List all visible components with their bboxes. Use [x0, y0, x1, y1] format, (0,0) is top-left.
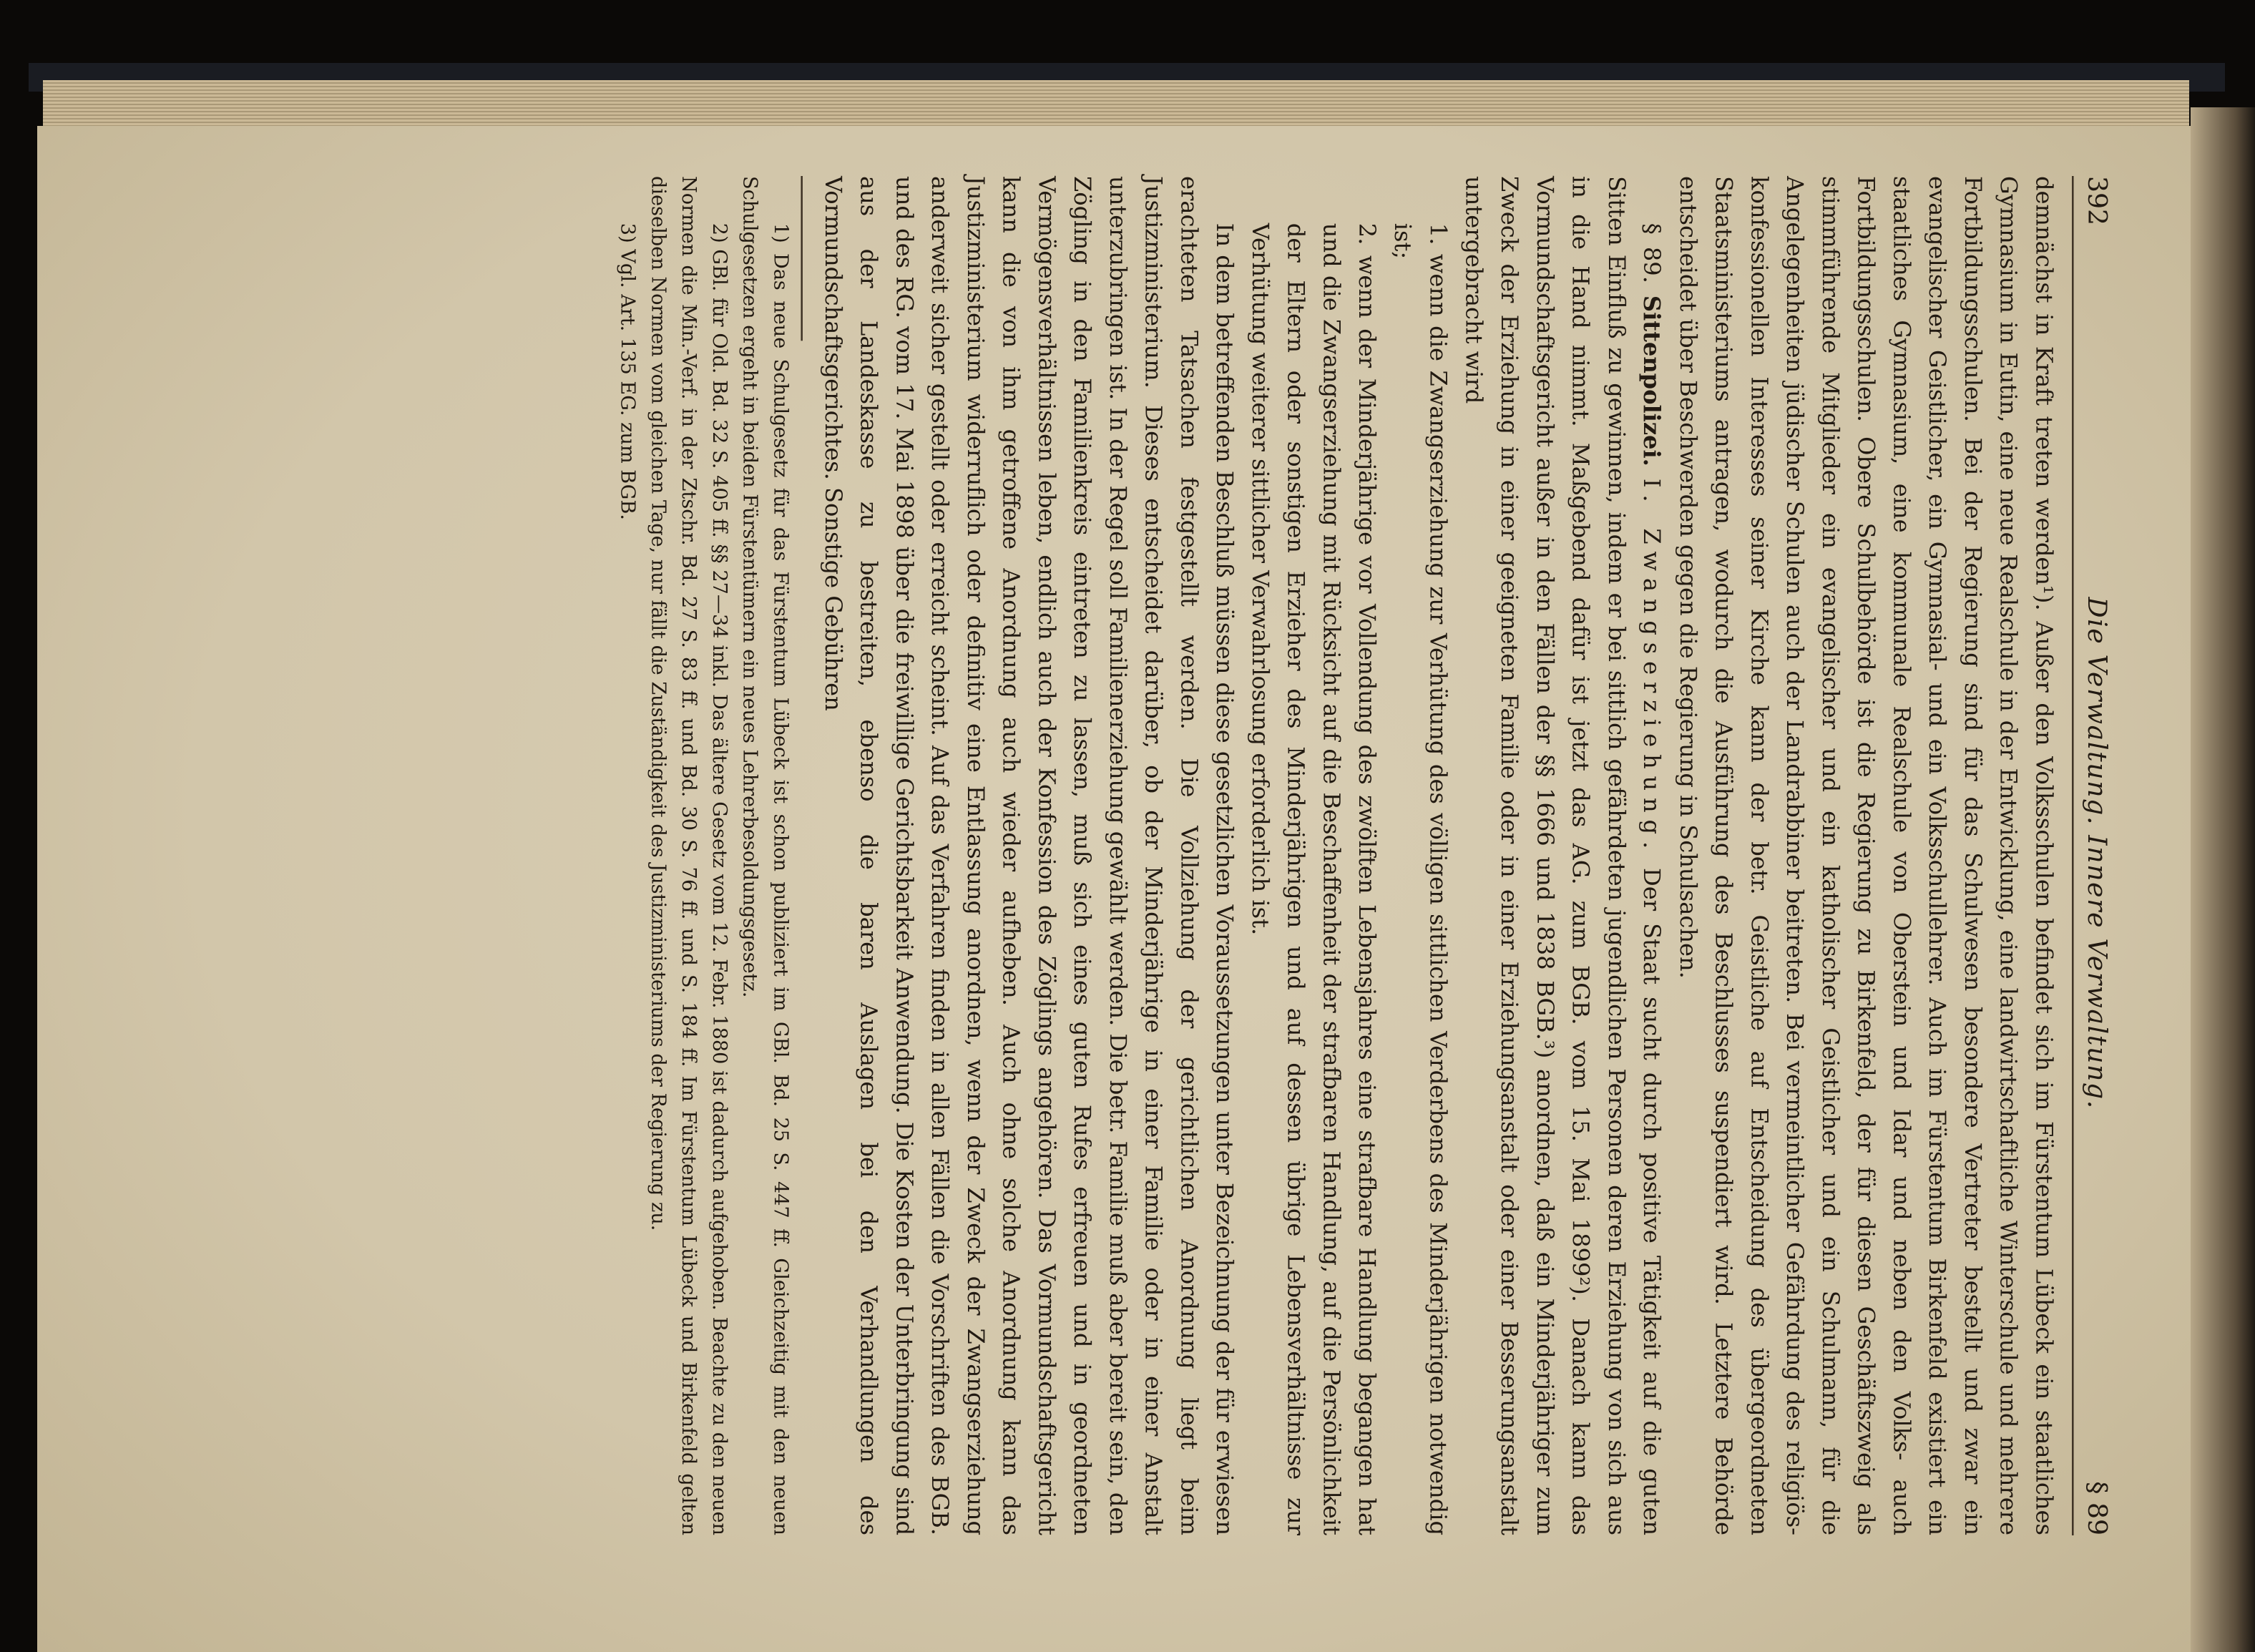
section-heading-paragraph	[1455, 176, 1669, 1535]
footnote-rule	[801, 176, 803, 341]
section-reference: § 89	[2082, 1481, 2112, 1535]
section-subtitle: I. Zwangserziehung.	[1638, 478, 1665, 856]
footnote-1: 1) Das neue Schulgesetz für das Fürstentum Lübeck ist schon publiziert im GBl. Bd. 25 S. 447 ff. Gleichzeitig mit den neuen Schulgesetzen ergeht in beiden Fürstentümern ein neues Lehrerbesoldungsgesetz.	[739, 176, 793, 1535]
list-item-2: 2. wenn der Minderjährige vor Vollendung des zwölften Lebensjahres eine strafbare Handlung begangen hat und die Zwangserziehung mit Rücksicht auf die Beschaffenheit der strafbaren Handlung, auf die Persönlichkeit der Eltern oder sonstigen Erzieher des Minderjährigen und auf dessen übrige Lebensverhältnisse zur Verhütung weiterer sittlicher Verwahrlosung erforderlich ist.	[1246, 223, 1381, 1535]
running-title: Die Verwaltung. Innere Verwaltung.	[2082, 597, 2112, 1110]
footnotes	[613, 176, 797, 1535]
list-item-1: 1. wenn die Zwangserziehung zur Verhütung des völligen sittlichen Verderbens des Minderjährigen notwendig ist;	[1389, 223, 1452, 1535]
section-number: § 89.	[1638, 223, 1665, 283]
book-page	[37, 126, 2191, 1652]
footnote-3: 3) Vgl. Art. 135 EG. zum BGB.	[617, 223, 640, 521]
page-number: 392	[2082, 176, 2112, 226]
paragraph-schools: demnächst in Kraft treten werden¹). Außer den Volksschulen befindet sich im Fürstentum Lübeck ein staatliches Gymnasium in Eutin, eine neue Realschule in der Entwicklung, eine landwirtschaftliche Winterschule und mehrere Fortbildungsschulen. Bei der Regierung sind für das Schulwesen besondere Vertreter bestellt und zwar ein evangelischer Geistlicher, ein Gymnasial- und ein Volksschullehrer. Auch im Fürstentum Birkenfeld existiert ein staatliches Gymnasium, eine kommunale Realschule von Oberstein und Idar und neben den Volks- auch Fortbildungsschulen. Obere Schulbehörde ist die Regierung zu Birkenfeld, der für diesen Geschäftszweig als stimmführende Mitglieder ein evangelischer und ein katholischer Geistlicher und ein Schulmann, für die Angelegenheiten jüdischer Schulen auch der Landrabbiner beitreten. Bei vermeintlicher Gefährdung des religiös-konfessionellen Interesses seiner Kirche kann der betr. Geistliche auf Entscheidung des übergeordneten Staatsministeriums antragen, wodurch die Ausführung des Beschlusses suspendiert wird. Letztere Behörde entscheidet über Beschwerden gegen die Regierung in Schulsachen.	[1674, 176, 2058, 1535]
running-header	[2072, 176, 2112, 1535]
rotated-text-block	[617, 176, 2112, 1535]
dark-background	[0, 0, 2255, 69]
section-title: Sittenpolizei.	[1638, 295, 1666, 466]
paragraph-compulsory-education: Der Staat sucht durch positive Tätigkeit auf die guten Sitten Einfluß zu gewinnen, indem er bei sittlich gefährdeten jugendlichen Personen deren Erziehung von sich aus in die Hand nimmt. Maßgebend dafür ist jetzt das AG. zum BGB. vom 15. Mai 1899²). Danach kann das Vormundschaftsgericht außer in den Fällen der §§ 1666 und 1838 BGB.³) anordnen, daß ein Minderjähriger zum Zweck der Erziehung in einer geeigneten Familie oder in einer Erziehungsanstalt oder einer Besserungsanstalt untergebracht wird	[1460, 176, 1665, 1535]
footnote-2: 2) GBl. für Old. Bd. 32 S. 405 ff. §§ 27—34 inkl. Das ältere Gesetz vom 12. Febr. 1880 ist dadurch aufgehoben. Beachte zu den neuen Normen die Min.-Verf. in der Ztschr. Bd. 27 S. 83 ff. und Bd. 30 S. 76 ff. und S. 184 ff. Im Fürstentum Lübeck und Birkenfeld gelten dieselben Normen vom gleichen Tage, nur fällt die Zuständigkeit des Justizministeriums der Regierung zu.	[647, 176, 732, 1535]
book-gutter	[2191, 107, 2255, 1652]
page-stack-top	[43, 80, 2189, 130]
paragraph-procedure: In dem betreffenden Beschluß müssen diese gesetzlichen Voraussetzungen unter Bezeichnung der für erwiesen erachteten Tatsachen festgestellt werden. Die Vollziehung der gerichtlichen Anordnung liegt beim Justizministerium. Dieses entscheidet darüber, ob der Minderjährige in einer Familie oder in einer Anstalt unterzubringen ist. In der Regel soll Familienerziehung gewählt werden. Die betr. Familie muß aber bereit sein, den Zögling in den Familienkreis eintreten zu lassen, muß sich eines guten Rufes erfreuen und in geordneten Vermögensverhältnissen leben, endlich auch der Konfession des Zöglings angehören. Das Vormundschaftsgericht kann die von ihm getroffene Anordnung auch wieder aufheben. Auch ohne solche Anordnung kann das Justizministerium widerruflich oder definitiv eine Entlassung anordnen, wenn der Zweck der Zwangserziehung anderweit sicher gestellt oder erreicht scheint. Auf das Verfahren finden in allen Fällen die Vorschriften des BGB. und des RG. vom 17. Mai 1898 über die freiwillige Gerichtsbarkeit Anwendung. Die Kosten der Unterbringung sind aus der Landeskasse zu bestreiten, ebenso die baren Auslagen bei den Verhandlungen des Vormundschaftsgerichtes. Sonstige Gebühren	[819, 176, 1238, 1535]
main-text	[815, 176, 2061, 1535]
